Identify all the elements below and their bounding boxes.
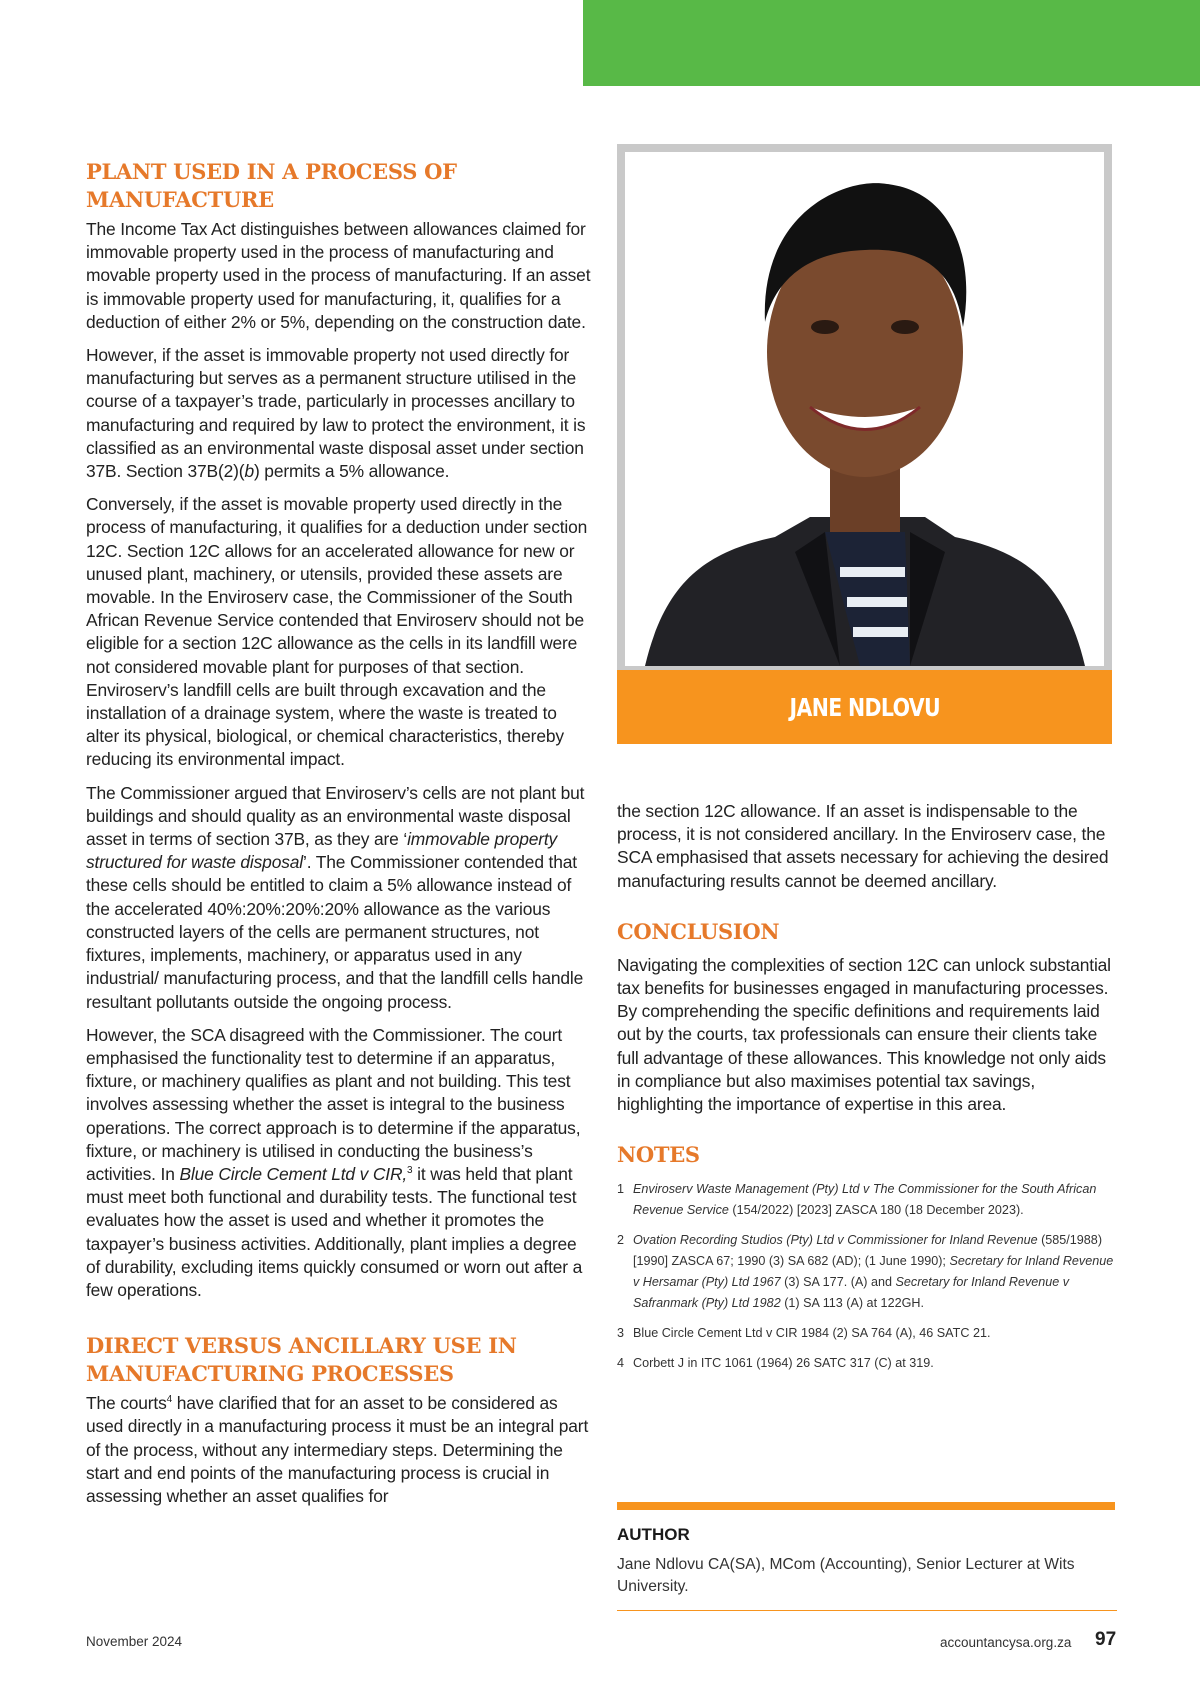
heading-conclusion: CONCLUSION	[617, 918, 780, 944]
paragraph: However, if the asset is immovable property not used directly for manufacturing but serves as a permanent structure utilised in the course of a taxpayer’s trade, particularly in processes ancillary to manufacturing and required by law to protect the environment, it is classified as an environmental waste disposal asset under section 37B. Section 37B(2)(b) permits a 5% allowance.	[86, 345, 586, 482]
notes-list	[617, 1179, 1117, 1374]
author-bio: Jane Ndlovu CA(SA), MCom (Accounting), Senior Lecturer at Wits University.	[617, 1556, 1075, 1595]
author-rule	[617, 1502, 1115, 1510]
paragraph: However, the SCA disagreed with the Commissioner. The court emphasised the functionality test to determine if an apparatus, fixture, or machinery qualifies as plant and not building. This test involves assessing whether the asset is integral to the business operations. The correct approach is to determine if the apparatus, fixture, or machinery is utilised in conducting the business’s activities. In Blue Circle Cement Ltd v CIR,$^3$ it was held that plant must meet both functional and durability tests. The functional test evaluates how the asset is used and whether it promotes the taxpayer’s business activities. Additionally, plant implies a degree of durability, excluding items quickly consumed or worn out after a few operations.	[86, 1024, 583, 1300]
right-column	[617, 800, 1117, 1374]
heading-direct-vs-ancillary: DIRECT VERSUS ANCILLARY USE IN MANUFACTURING PROCESSES	[86, 1333, 517, 1387]
heading-notes: NOTES	[617, 1142, 700, 1168]
footer-date: November 2024	[86, 1634, 183, 1649]
paragraph: Conversely, if the asset is movable property used directly in the process of manufacturing, it qualifies for a deduction under section 12C. Section 12C allows for an accelerated allowance for new or unused plant, machinery, or utensils, provided these assets are movable. In the Enviroserv case, the Commissioner of the South African Revenue Service contended that Enviroserv should not be eligible for a section 12C allowance as the cells in its landfill were not considered movable plant for purposes of that section. Enviroserv’s landfill cells are built through excavation and the installation of a drainage system, where the waste is treated to alter its physical, biological, or chemical characteristics, thereby reducing its environmental impact.	[86, 494, 588, 770]
author-title: AUTHOR	[617, 1525, 690, 1544]
note-item: 3 Blue Circle Cement Ltd v CIR 1984 (2) SA 764 (A), 46 SATC 21.	[617, 1326, 991, 1341]
author-bottom-rule	[617, 1610, 1117, 1611]
note-item: 1 Enviroserv Waste Management (Pty) Ltd v The Commissioner for the South African Revenue Service (154/2022) [2023] ZASCA 180 (18 December 2023).	[617, 1182, 1097, 1218]
heading-plant-used: PLANT USED IN A PROCESS OF MANUFACTURE	[86, 159, 457, 212]
note-item: 4 Corbett J in ITC 1061 (1964) 26 SATC 317 (C) at 319.	[617, 1356, 934, 1371]
footer-website: accountancysa.org.za	[940, 1635, 1072, 1650]
paragraph: The Income Tax Act distinguishes between allowances claimed for immovable property used in the process of manufacturing and movable property used in the process of manufacturing. If an asset is immovable property used for manufacturing, it, qualifies for a deduction of either 2% or 5%, depending on the construction date.	[86, 219, 591, 332]
author-name-caption: JANE NDLOVU	[789, 692, 940, 722]
top-green-bar	[583, 0, 1200, 86]
page-number: 97	[1095, 1629, 1117, 1650]
left-column	[86, 158, 592, 1508]
portrait-illustration	[625, 152, 1104, 666]
paragraph: the section 12C allowance. If an asset is indispensable to the process, it is not considered ancillary. In the Enviroserv case, the SCA emphasised that assets necessary for achieving the desired manufacturing results cannot be deemed ancillary.	[617, 801, 1109, 891]
author-photo	[625, 152, 1104, 666]
author-photo-frame	[617, 144, 1112, 744]
paragraph: The Commissioner argued that Enviroserv’s cells are not plant but buildings and should quality as an environmental waste disposal asset in terms of section 37B, as they are ‘immovable property structured for waste disposal’. The Commissioner contended that these cells should be entitled to claim a 5% allowance instead of the accelerated 40%:20%:20%:20% allowance as the various constructed layers of the cells are permanent structures, not fixtures, implements, machinery, or apparatus used in any industrial/ manufacturing process, and that the landfill cells handle resultant pollutants outside the ongoing process.	[86, 782, 585, 1012]
name-band	[617, 670, 1112, 744]
paragraph: Navigating the complexities of section 12C can unlock substantial tax benefits for businesses engaged in manufacturing processes. By comprehending the specific definitions and requirements laid out by the courts, tax professionals can ensure their clients take full advantage of these allowances. This knowledge not only aids in compliance but also maximises potential tax savings, highlighting the importance of expertise in this area.	[617, 954, 1111, 1115]
paragraph: The courts$^4$ have clarified that for an asset to be considered as used directly in a manufacturing process it must be an integral part of the process, without any intermediary steps. Determining the start and end points of the manufacturing process is crucial in assessing whether an asset qualifies for	[86, 1393, 589, 1506]
note-item: 2 Ovation Recording Studios (Pty) Ltd v Commissioner for Inland Revenue (585/1988) [1990] ZASCA 67; 1990 (3) SA 682 (AD); (1 June 1990); Secretary for Inland Revenue v Hersamar (Pty) Ltd 1967 (3) SA 177. (A) and Secretary for Inland Revenue v Safranmark (Pty) Ltd 1982 (1) SA 113 (A) at 122GH.	[617, 1233, 1114, 1311]
author-block	[617, 1525, 1117, 1598]
